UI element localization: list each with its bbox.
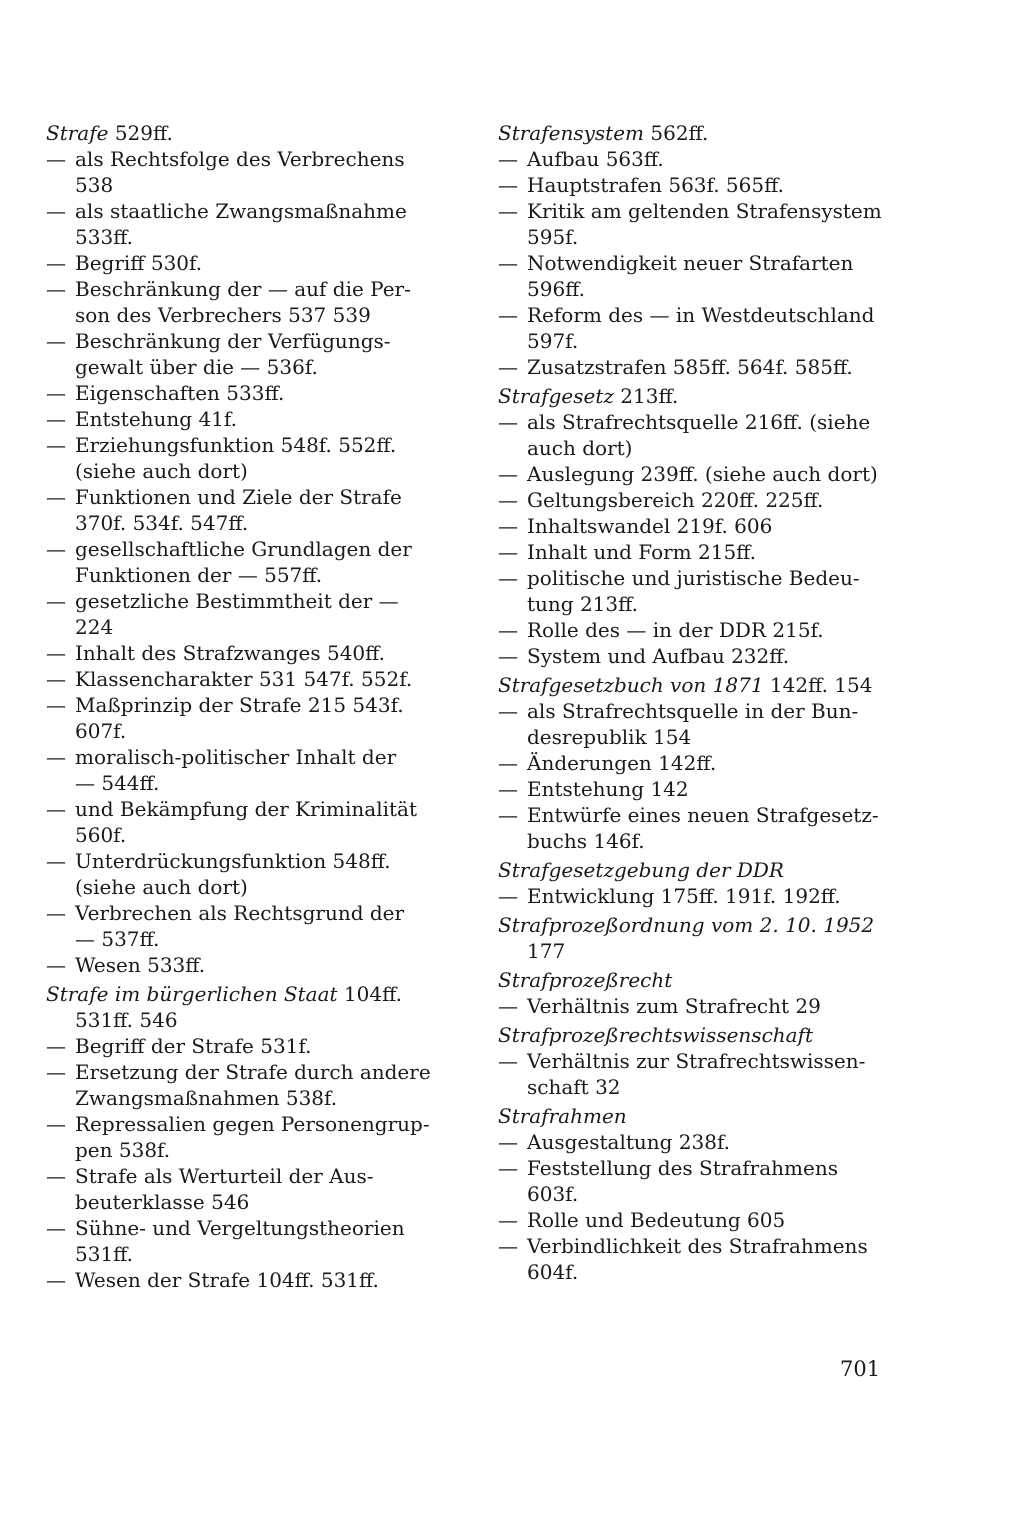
dash-marker: — xyxy=(46,1164,66,1188)
index-subentry xyxy=(498,461,884,487)
dash-marker: — xyxy=(498,566,518,590)
index-heading xyxy=(46,981,432,1007)
index-subentry xyxy=(46,744,432,770)
dash-marker: — xyxy=(46,693,66,717)
subentry-text: Rolle und Bedeutung 605 xyxy=(527,1208,786,1232)
index-subentry xyxy=(498,776,884,802)
index-subentry xyxy=(498,993,884,1019)
index-subentry xyxy=(498,302,884,328)
dash-marker: — xyxy=(498,1234,518,1258)
index-heading xyxy=(498,857,884,883)
heading-pages: 562ff. xyxy=(650,121,709,145)
dash-marker: — xyxy=(46,433,66,457)
subentry-continuation: gewalt über die — 536f. xyxy=(75,355,318,379)
subentry-continuation: auch dort) xyxy=(527,436,633,460)
index-subentry xyxy=(498,698,884,724)
dash-marker: — xyxy=(46,953,66,977)
subentry-text: System und Aufbau 232ff. xyxy=(527,644,790,668)
heading-term: Strafgesetz xyxy=(498,384,614,408)
index-subentry xyxy=(46,1033,432,1059)
subentry-continuation: tung 213ff. xyxy=(527,592,638,616)
page-number: 701 xyxy=(840,1357,881,1381)
dash-marker: — xyxy=(46,199,66,223)
index-heading xyxy=(498,967,884,993)
index-subentry xyxy=(46,484,432,510)
subentry-text: Wesen 533ff. xyxy=(75,953,206,977)
dash-marker: — xyxy=(46,277,66,301)
index-subentry xyxy=(46,406,432,432)
subentry-text: Maßprinzip der Strafe 215 543f. xyxy=(75,693,404,717)
index-subentry xyxy=(46,666,432,692)
subentry-text: Entwürfe eines neuen Strafgesetz- xyxy=(527,803,879,827)
index-subentry xyxy=(498,1048,884,1074)
subentry-text: Verbindlichkeit des Strafrahmens xyxy=(527,1234,868,1258)
subentry-text: Inhalt des Strafzwanges 540ff. xyxy=(75,641,386,665)
dash-marker: — xyxy=(498,540,518,564)
subentry-text: Verhältnis zum Strafrecht 29 xyxy=(527,994,821,1018)
subentry-text: Beschränkung der Verfügungs- xyxy=(75,329,391,353)
subentry-continuation: 595f. xyxy=(527,225,579,249)
index-subentry xyxy=(498,565,884,591)
subentry-text: Zusatzstrafen 585ff. 564f. 585ff. xyxy=(527,355,853,379)
subentry-continuation: (siehe auch dort) xyxy=(75,459,248,483)
subentry-continuation: — 537ff. xyxy=(75,927,160,951)
index-subentry xyxy=(498,1155,884,1181)
heading-term: Strafensystem xyxy=(498,121,645,145)
index-subentry xyxy=(498,487,884,513)
subentry-continuation: son des Verbrechers 537 539 xyxy=(75,303,371,327)
subentry-text: Begriff der Strafe 531f. xyxy=(75,1034,312,1058)
dash-marker: — xyxy=(46,667,66,691)
index-subentry xyxy=(46,640,432,666)
index-column-left xyxy=(46,117,432,1293)
heading-pages: 213ff. xyxy=(620,384,679,408)
dash-marker: — xyxy=(46,537,66,561)
subentry-text: Entstehung 142 xyxy=(527,777,689,801)
dash-marker: — xyxy=(46,1034,66,1058)
subentry-text: gesellschaftliche Grundlagen der xyxy=(75,537,412,561)
dash-marker: — xyxy=(46,901,66,925)
index-subentry xyxy=(46,536,432,562)
dash-marker: — xyxy=(498,884,518,908)
dash-marker: — xyxy=(46,381,66,405)
subentry-text: moralisch-politischer Inhalt der xyxy=(75,745,397,769)
dash-marker: — xyxy=(498,777,518,801)
dash-marker: — xyxy=(498,355,518,379)
dash-marker: — xyxy=(46,251,66,275)
subentry-text: Notwendigkeit neuer Strafarten xyxy=(527,251,854,275)
subentry-continuation: beuterklasse 546 xyxy=(75,1190,250,1214)
subentry-text: als staatliche Zwangsmaßnahme xyxy=(75,199,407,223)
dash-marker: — xyxy=(46,329,66,353)
dash-marker: — xyxy=(498,410,518,434)
dash-marker: — xyxy=(498,644,518,668)
subentry-text: Verhältnis zur Strafrechtswissen- xyxy=(527,1049,866,1073)
subentry-text: Aufbau 563ff. xyxy=(527,147,664,171)
dash-marker: — xyxy=(46,745,66,769)
heading-term: Strafprozeßrechtswissenschaft xyxy=(498,1023,814,1047)
subentry-text: Verbrechen als Rechtsgrund der xyxy=(75,901,405,925)
subentry-continuation: 597f. xyxy=(527,329,579,353)
subentry-text: Reform des — in Westdeutschland xyxy=(527,303,875,327)
dash-marker: — xyxy=(498,751,518,775)
dash-marker: — xyxy=(46,1216,66,1240)
index-subentry xyxy=(46,198,432,224)
dash-marker: — xyxy=(46,147,66,171)
subentry-text: politische und juristische Bedeu- xyxy=(527,566,860,590)
subentry-continuation: 607f. xyxy=(75,719,127,743)
heading-term: Strafe xyxy=(46,121,109,145)
subentry-continuation: buchs 146f. xyxy=(527,829,645,853)
index-subentry xyxy=(498,513,884,539)
subentry-text: Inhaltswandel 219f. 606 xyxy=(527,514,773,538)
index-subentry xyxy=(498,354,884,380)
dash-marker: — xyxy=(46,1268,66,1292)
index-subentry xyxy=(498,883,884,909)
subentry-text: Änderungen 142ff. xyxy=(527,751,717,775)
index-subentry xyxy=(46,1163,432,1189)
dash-marker: — xyxy=(46,641,66,665)
index-subentry xyxy=(498,172,884,198)
subentry-text: Auslegung 239ff. (siehe auch dort) xyxy=(527,462,878,486)
dash-marker: — xyxy=(498,462,518,486)
subentry-continuation: 604f. xyxy=(527,1260,579,1284)
subentry-continuation: 560f. xyxy=(75,823,127,847)
dash-marker: — xyxy=(498,514,518,538)
heading-pages: 104ff. xyxy=(343,982,402,1006)
dash-marker: — xyxy=(46,1112,66,1136)
index-heading xyxy=(498,1022,884,1048)
subentry-text: Funktionen und Ziele der Strafe xyxy=(75,485,402,509)
dash-marker: — xyxy=(46,1060,66,1084)
subentry-continuation: — 544ff. xyxy=(75,771,160,795)
index-subentry xyxy=(498,1233,884,1259)
index-subentry xyxy=(46,692,432,718)
subentry-text: Ersetzung der Strafe durch andere xyxy=(75,1060,431,1084)
subentry-text: Hauptstrafen 563f. 565ff. xyxy=(527,173,784,197)
heading-pages: 529ff. xyxy=(114,121,173,145)
index-subentry xyxy=(498,802,884,828)
index-subentry xyxy=(46,1215,432,1241)
heading-continuation: 177 xyxy=(527,939,566,963)
index-subentry xyxy=(498,250,884,276)
index-subentry xyxy=(498,198,884,224)
subentry-text: Beschränkung der — auf die Per- xyxy=(75,277,411,301)
subentry-text: Entstehung 41f. xyxy=(75,407,237,431)
index-subentry xyxy=(498,409,884,435)
subentry-text: Rolle des — in der DDR 215f. xyxy=(527,618,824,642)
subentry-continuation: 224 xyxy=(75,615,114,639)
heading-term: Strafprozeßrecht xyxy=(498,968,673,992)
index-subentry xyxy=(498,539,884,565)
index-subentry xyxy=(46,380,432,406)
index-subentry xyxy=(46,1111,432,1137)
dash-marker: — xyxy=(46,589,66,613)
index-heading xyxy=(46,120,432,146)
index-subentry xyxy=(46,276,432,302)
subentry-text: Ausgestaltung 238f. xyxy=(527,1130,731,1154)
dash-marker: — xyxy=(498,488,518,512)
index-subentry xyxy=(46,796,432,822)
heading-pages: 142ff. 154 xyxy=(769,673,873,697)
dash-marker: — xyxy=(498,699,518,723)
index-subentry xyxy=(46,588,432,614)
subentry-text: Entwicklung 175ff. 191f. 192ff. xyxy=(527,884,841,908)
subentry-continuation: 538 xyxy=(75,173,114,197)
subentry-text: Strafe als Werturteil der Aus- xyxy=(75,1164,374,1188)
dash-marker: — xyxy=(498,803,518,827)
subentry-continuation: desrepublik 154 xyxy=(527,725,692,749)
subentry-text: Eigenschaften 533ff. xyxy=(75,381,285,405)
dash-marker: — xyxy=(498,618,518,642)
heading-term: Strafgesetzbuch von 1871 xyxy=(498,673,764,697)
index-subentry xyxy=(498,750,884,776)
heading-continuation: 531ff. 546 xyxy=(75,1008,178,1032)
subentry-continuation: 603f. xyxy=(527,1182,579,1206)
index-subentry xyxy=(498,617,884,643)
index-heading xyxy=(498,672,884,698)
subentry-text: Sühne- und Vergeltungstheorien xyxy=(75,1216,405,1240)
subentry-continuation: Funktionen der — 557ff. xyxy=(75,563,323,587)
dash-marker: — xyxy=(498,994,518,1018)
index-subentry xyxy=(498,643,884,669)
subentry-text: Erziehungsfunktion 548f. 552ff. xyxy=(75,433,397,457)
subentry-text: als Strafrechtsquelle in der Bun- xyxy=(527,699,859,723)
subentry-continuation: pen 538f. xyxy=(75,1138,171,1162)
index-subentry xyxy=(46,848,432,874)
dash-marker: — xyxy=(498,173,518,197)
subentry-continuation: (siehe auch dort) xyxy=(75,875,248,899)
heading-term: Strafgesetzgebung der DDR xyxy=(498,858,784,882)
subentry-text: Unterdrückungsfunktion 548ff. xyxy=(75,849,391,873)
subentry-text: Geltungsbereich 220ff. 225ff. xyxy=(527,488,824,512)
index-subentry xyxy=(46,952,432,978)
index-heading xyxy=(498,1103,884,1129)
index-column-right xyxy=(498,117,884,1285)
index-subentry xyxy=(46,250,432,276)
dash-marker: — xyxy=(498,303,518,327)
dash-marker: — xyxy=(498,1208,518,1232)
subentry-text: Inhalt und Form 215ff. xyxy=(527,540,757,564)
subentry-text: und Bekämpfung der Kriminalität xyxy=(75,797,418,821)
index-subentry xyxy=(498,146,884,172)
subentry-text: Klassencharakter 531 547f. 552f. xyxy=(75,667,413,691)
index-subentry xyxy=(46,900,432,926)
subentry-continuation: Zwangsmaßnahmen 538f. xyxy=(75,1086,338,1110)
subentry-continuation: 533ff. xyxy=(75,225,134,249)
heading-term: Strafprozeßordnung vom 2. 10. 1952 xyxy=(498,913,875,937)
heading-term: Strafrahmen xyxy=(498,1104,627,1128)
dash-marker: — xyxy=(498,1049,518,1073)
subentry-text: Kritik am geltenden Strafensystem xyxy=(527,199,882,223)
subentry-text: Repressalien gegen Personengrup- xyxy=(75,1112,430,1136)
subentry-text: Begriff 530f. xyxy=(75,251,203,275)
subentry-text: Wesen der Strafe 104ff. 531ff. xyxy=(75,1268,379,1292)
subentry-continuation: 370f. 534f. 547ff. xyxy=(75,511,249,535)
dash-marker: — xyxy=(498,1130,518,1154)
dash-marker: — xyxy=(46,849,66,873)
subentry-continuation: 596ff. xyxy=(527,277,586,301)
subentry-continuation: 531ff. xyxy=(75,1242,134,1266)
index-subentry xyxy=(498,1207,884,1233)
subentry-text: gesetzliche Bestimmtheit der — xyxy=(75,589,399,613)
dash-marker: — xyxy=(46,485,66,509)
index-subentry xyxy=(46,328,432,354)
subentry-continuation: schaft 32 xyxy=(527,1075,621,1099)
dash-marker: — xyxy=(498,199,518,223)
index-subentry xyxy=(498,1129,884,1155)
dash-marker: — xyxy=(46,407,66,431)
index-heading xyxy=(498,383,884,409)
index-subentry xyxy=(46,432,432,458)
dash-marker: — xyxy=(498,251,518,275)
index-subentry xyxy=(46,1267,432,1293)
dash-marker: — xyxy=(498,1156,518,1180)
index-subentry xyxy=(46,146,432,172)
subentry-text: als Rechtsfolge des Verbrechens xyxy=(75,147,405,171)
index-subentry xyxy=(46,1059,432,1085)
dash-marker: — xyxy=(46,797,66,821)
index-heading xyxy=(498,120,884,146)
index-heading xyxy=(498,912,884,938)
dash-marker: — xyxy=(498,147,518,171)
subentry-text: als Strafrechtsquelle 216ff. (siehe xyxy=(527,410,871,434)
heading-term: Strafe im bürgerlichen Staat xyxy=(46,982,338,1006)
subentry-text: Feststellung des Strafrahmens xyxy=(527,1156,838,1180)
